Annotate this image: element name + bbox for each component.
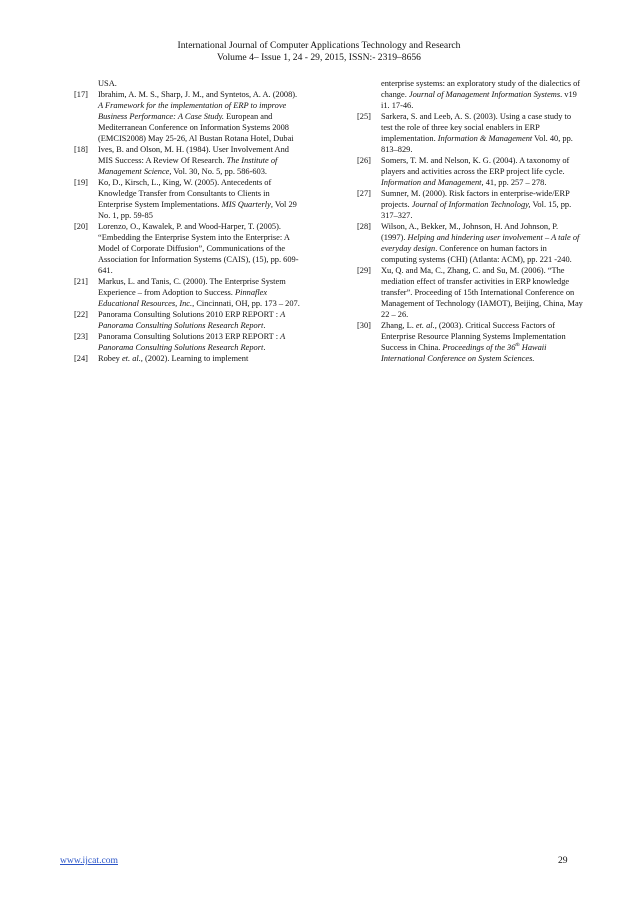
reference-number: [19] — [74, 178, 88, 187]
reference-number: [20] — [74, 222, 88, 231]
reference-18 — [74, 144, 300, 177]
journal-website-link[interactable]: www.ijcat.com — [60, 855, 118, 866]
reference-text: Markus, L. and Tanis, C. (2000). The Enterprise System Experience – from Adoption to Success. Pinnaflex Educational Resources, Inc., Cincinnati, OH, pp. 173 – 207. — [98, 277, 300, 308]
reference-text: Somers, T. M. and Nelson, K. G. (2004). A taxonomy of players and activities across the ERP project life cycle. Information and Management, 41, pp. 257 – 278. — [381, 156, 570, 187]
reference-25 — [357, 111, 583, 155]
reference-number: [22] — [74, 310, 88, 319]
reference-number: [28] — [357, 222, 371, 231]
reference-text: Panorama Consulting Solutions 2010 ERP REPORT : A Panorama Consulting Solutions Research Report. — [98, 310, 286, 330]
reference-text: Sumner, M. (2000). Risk factors in enterprise-wide/ERP projects. Journal of Information Technology, Vol. 15, pp. 317–327. — [381, 189, 572, 220]
reference-text: Zhang, L. et. al., (2003). Critical Success Factors of Enterprise Resource Planning Systems Implementation Success in China. Proceedings of the 36th Hawaii International Conference on System Sciences. — [381, 321, 566, 363]
reference-text: Panorama Consulting Solutions 2013 ERP REPORT : A Panorama Consulting Solutions Research Report. — [98, 332, 286, 352]
reference-19 — [74, 177, 300, 221]
reference-text: Ko, D., Kirsch, L., King, W. (2005). Antecedents of Knowledge Transfer from Consultants to Clients in Enterprise System Implementations. MIS Quarterly, Vol 29 No. 1, pp. 59-85 — [98, 178, 297, 220]
reference-text: Ibrahim, A. M. S., Sharp, J. M., and Syntetos, A. A. (2008). A Framework for the implementation of ERP to improve Business Performance: A Case Study. European and Mediterranean Conference on Information Systems 2008 (EMCIS2008) May 25-26, Al Bustan Rotana Hotel, Dubai — [98, 90, 298, 143]
reference-number: [18] — [74, 145, 88, 154]
reference-number: [24] — [74, 354, 88, 363]
reference-27 — [357, 188, 583, 221]
reference-17 — [74, 89, 300, 144]
reference-text: Sarkera, S. and Leeb, A. S. (2003). Using a case study to test the role of three key social enablers in ERP implementation. Information & Management Vol. 40, pp. 813–829. — [381, 112, 573, 154]
reference-number: [26] — [357, 156, 371, 165]
reference-number: [25] — [357, 112, 371, 121]
reference-22 — [74, 309, 300, 331]
reference-number: [27] — [357, 189, 371, 198]
reference-24 — [74, 353, 300, 364]
reference-28 — [357, 221, 583, 265]
page-number: 29 — [558, 855, 568, 866]
reference-text: Xu, Q. and Ma, C., Zhang, C. and Su, M. (2006). “The mediation effect of transfer activities in ERP knowledge transfer”. Proceeding of 15th International Conference on Management of Technology (IAMOT), Beijing, China, May 22 – 26. — [381, 266, 583, 319]
reference-number: [23] — [74, 332, 88, 341]
reference-20 — [74, 221, 300, 276]
journal-header — [0, 40, 638, 64]
reference-26 — [357, 155, 583, 188]
reference-text: Robey et. al., (2002). Learning to implement — [98, 354, 249, 363]
reference-continuation: enterprise systems: an exploratory study of the dialectics of change. Journal of Management Information Systems. v19 i1. 17-46. — [381, 79, 581, 110]
references-left-column — [74, 78, 300, 364]
reference-number: [29] — [357, 266, 371, 275]
journal-volume-line: Volume 4– Issue 1, 24 - 29, 2015, ISSN:- 2319–8656 — [217, 52, 421, 63]
reference-21 — [74, 276, 300, 309]
reference-text: Ives, B. and Olson, M. H. (1984). User Involvement And MIS Success: A Review Of Research. The Institute of Management Science, Vol. 30, No. 5, pp. 586-603. — [98, 145, 289, 176]
reference-23 — [74, 331, 300, 353]
reference-text: Wilson, A., Bekker, M., Johnson, H. And Johnson, P. (1997). Helping and hindering user involvement – A tale of everyday design. Conference on human factors in computing systems (CHI) (Atlanta: ACM), pp. 221 -240. — [381, 222, 580, 264]
reference-continuation: USA. — [98, 79, 117, 88]
reference-text: Lorenzo, O., Kawalek, P. and Wood-Harper, T. (2005). “Embedding the Enterprise System into the Enterprise: A Model of Corporate Diffusion”, Communications of the Association for Information Systems (CAIS), (15), pp. 609-641. — [98, 222, 299, 275]
reference-number: [17] — [74, 90, 88, 99]
reference-30 — [357, 320, 583, 364]
reference-29 — [357, 265, 583, 320]
journal-title: International Journal of Computer Applications Technology and Research — [177, 40, 461, 51]
reference-number: [21] — [74, 277, 88, 286]
references-right-column — [357, 78, 583, 364]
reference-number: [30] — [357, 321, 371, 330]
